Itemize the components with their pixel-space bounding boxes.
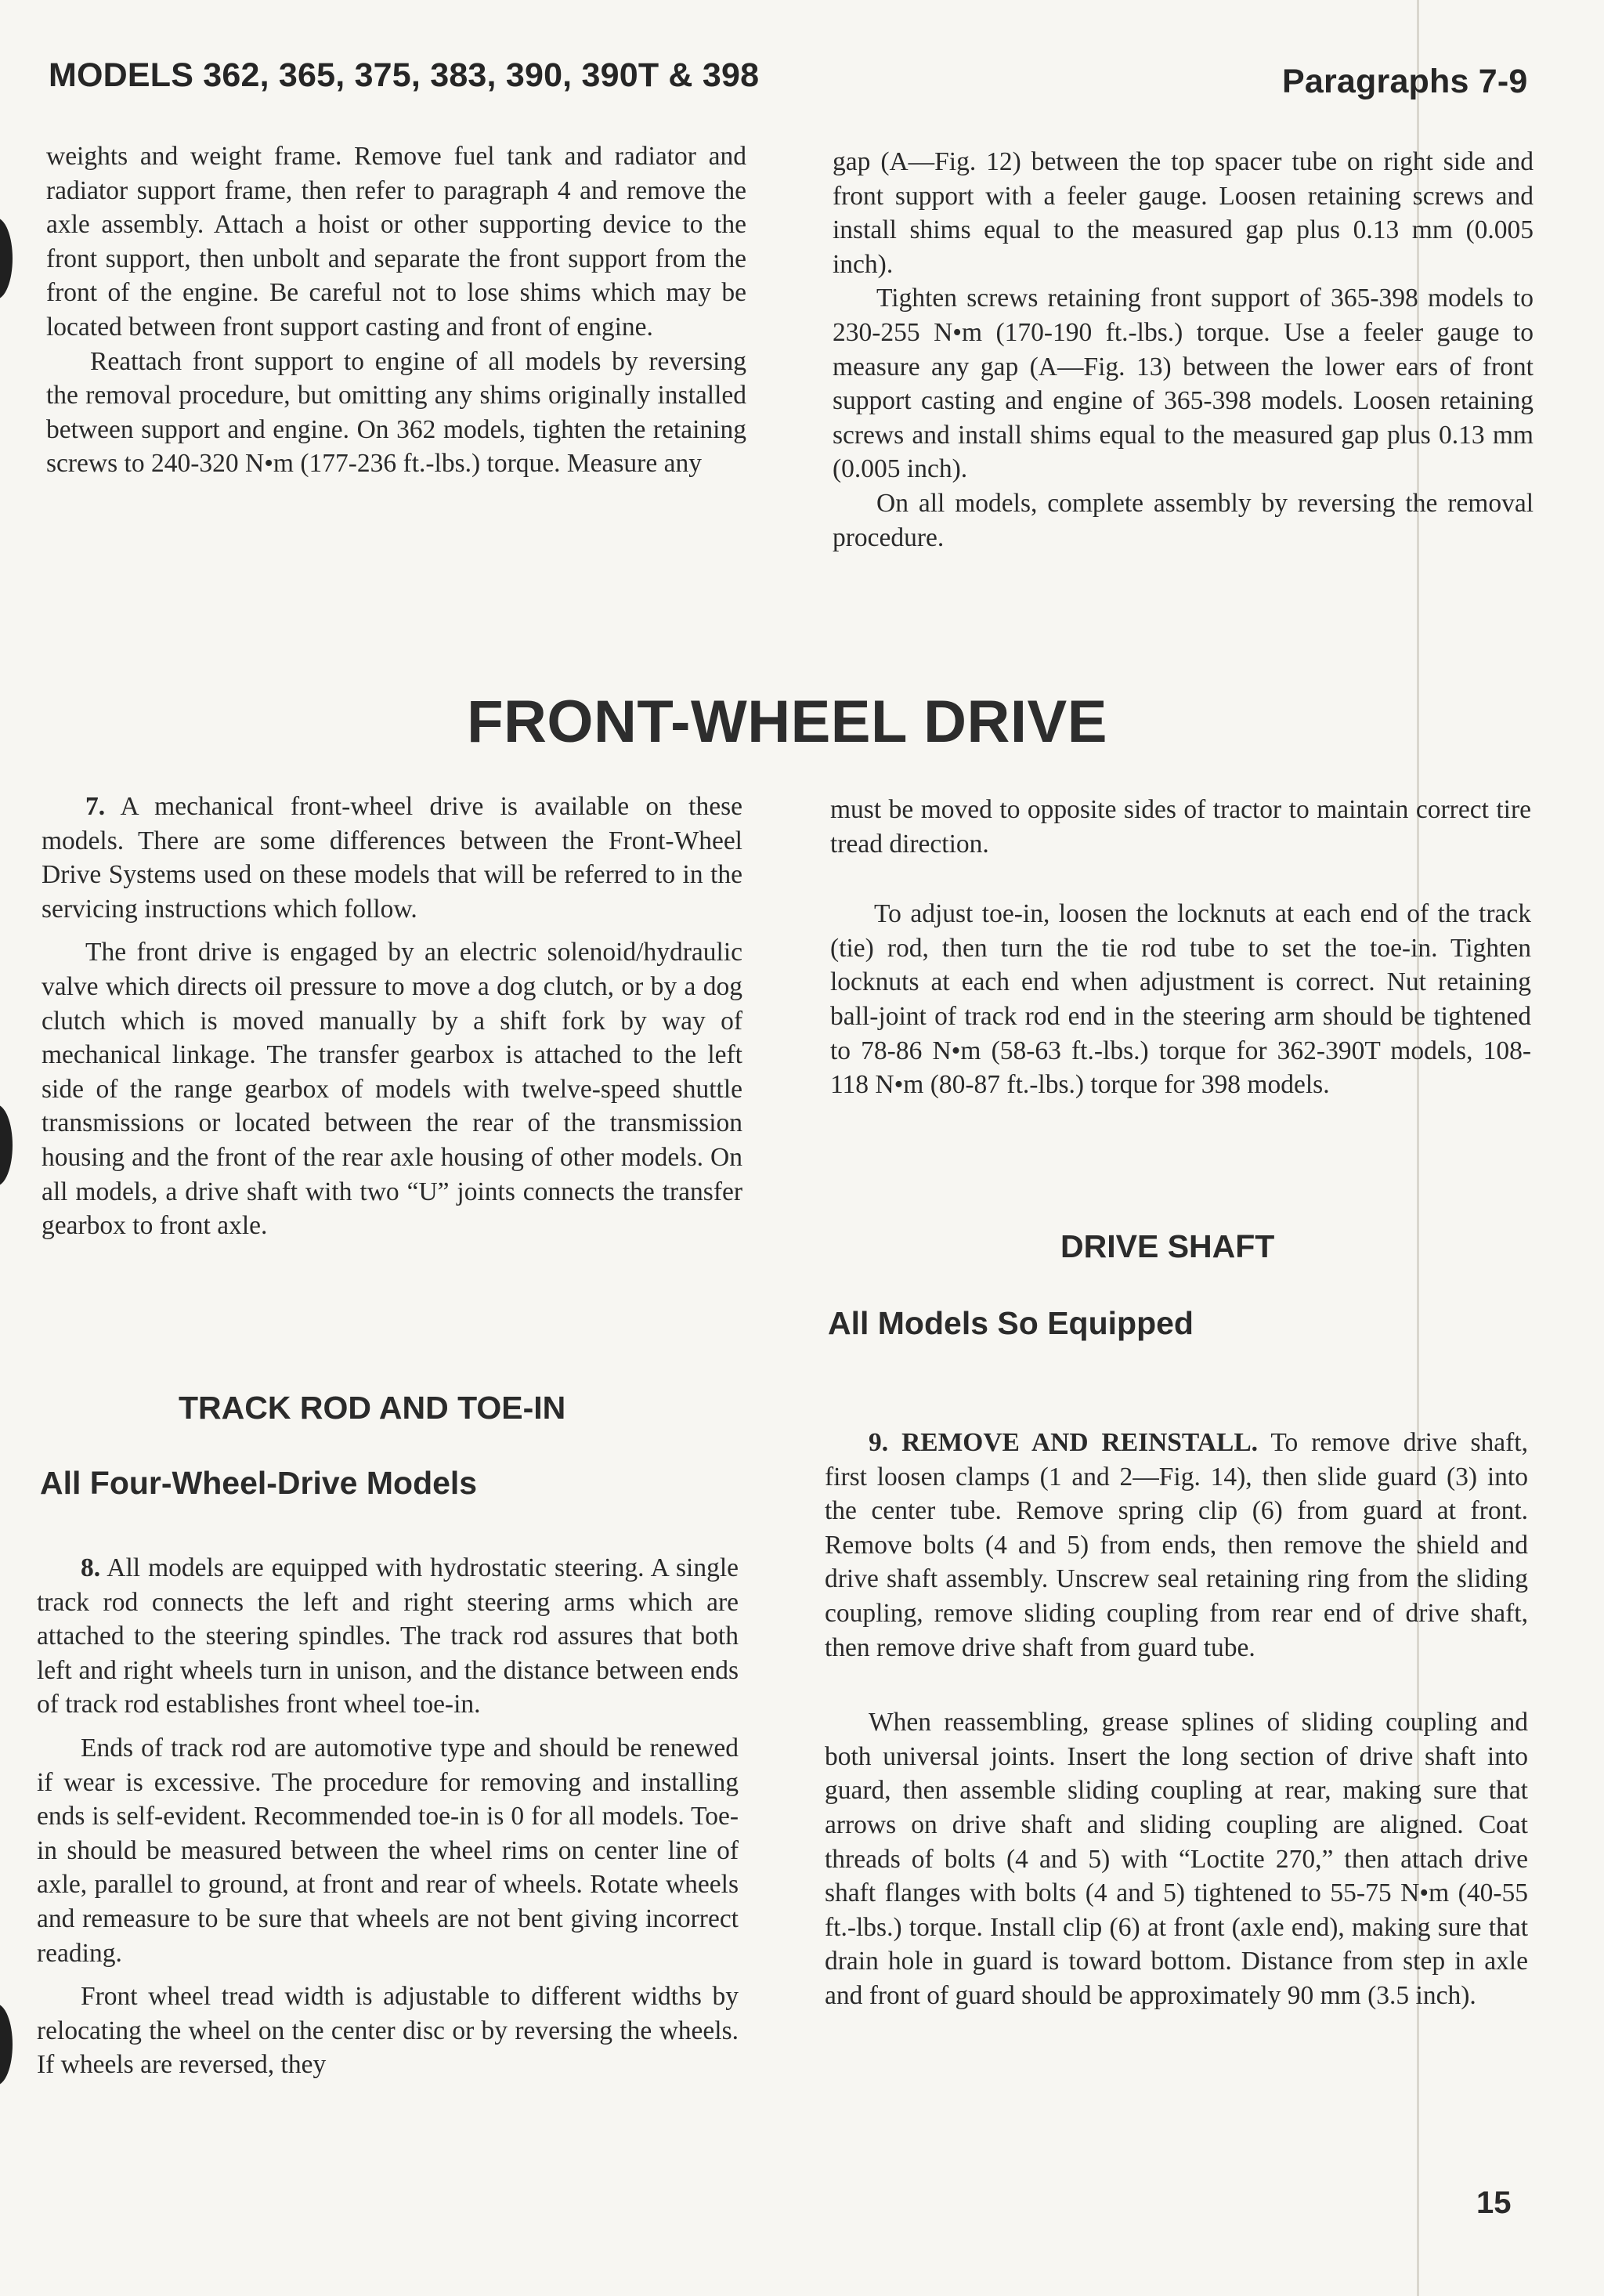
right-column (830, 793, 1531, 1102)
binding-tab-marker (0, 2004, 13, 2085)
running-header-models: MODELS 362, 365, 375, 383, 390, 390T & 398 (49, 56, 760, 94)
paragraph: Tighten screws retaining front support of 365-398 models to 230-255 N•m (170-190 ft.-lbs.) torque. Use a feeler gauge to measure any gap (A—Fig. 13) between the lower ears of front support casting and engine of 365-398 models. Loosen retaining screws and install shims equal to the measured gap plus 0.13 mm (0.005 inch). (833, 284, 1534, 484)
running-header-paragraphs: Paragraphs 7-9 (1282, 63, 1528, 100)
paragraph: must be moved to opposite sides of tractor to maintain correct tire tread direction. (830, 795, 1531, 859)
section-title-front-wheel-drive: FRONT-WHEEL DRIVE (467, 689, 1107, 755)
subheading-all-models: All Models So Equipped (828, 1305, 1194, 1341)
paragraph: When reassembling, grease splines of sliding coupling and both universal joints. Insert the long section of drive shaft into guard, then assemble sliding coupling at rear, making sure that arrows on drive shaft and sliding coupling are aligned. Coat threads of bolts (4 and 5) with “Loctite 270,” then attach drive shaft flanges with bolts (4 and 5) tightened to 55-75 N•m (40-55 ft.-lbs.) torque. Install clip (6) at front (axle end), making sure that drain hole in guard is toward bottom. Distance from step in axle and front of guard should be approximately 90 mm (3.5 inch). (825, 1708, 1528, 2010)
paragraph-number: 8. (81, 1553, 101, 1582)
heading-drive-shaft: DRIVE SHAFT (1060, 1228, 1275, 1264)
paragraph-9 (825, 1426, 1528, 1665)
paragraph: To adjust toe-in, loosen the locknuts at each end of the track (tie) rod, then turn the tie rod tube to set the toe-in. Tighten locknuts at each end when adjustment is correct. Nut retaining ball-joint of track rod end in the steering arm should be tightened to 78-86 N•m (58-63 ft.-lbs.) torque for 362-390T models, 108-118 N•m (80-87 ft.-lbs.) torque for 398 models. (830, 899, 1531, 1100)
paragraph: weights and weight frame. Remove fuel tank and radiator and radiator support frame, then refer to paragraph 4 and remove the axle assembly. Attach a hoist or other supporting device to the front support, then unbolt and separate the front support from the front of the engine. Be careful not to lose shims which may be located between front support casting and front of engine. (46, 142, 746, 342)
top-left-column (46, 139, 746, 481)
paragraph: gap (A—Fig. 12) between the top spacer tube on right side and front support with a feeler gauge. Loosen retaining screws and install shims equal to the measured gap plus 0.13 mm (0.005 inch). (833, 147, 1534, 279)
paragraph: Reattach front support to engine of all models by reversing the removal procedure, but omitting any shims originally installed between support and engine. On 362 models, tighten the retaining screws to 240-320 N•m (177-236 ft.-lbs.) torque. Measure any (46, 346, 746, 479)
binding-tab-marker (0, 218, 13, 299)
paragraph-8 (37, 1551, 739, 1722)
left-column-lower (37, 1551, 739, 2082)
paragraph-text: A mechanical front-wheel drive is available on these models. There are some differences between the Front-Wheel Drive Systems used on these models that will be referred to in the servicing instructions which follow. (42, 792, 742, 924)
paragraph: Front wheel tread width is adjustable to different widths by relocating the wheel on the center disc or by reversing the wheels. If wheels are reversed, they (37, 1982, 739, 2080)
paragraph-7 (42, 790, 742, 926)
paragraph-text: All models are equipped with hydrostatic steering. A single track rod connects the left and right steering arms which are attached to the steering spindles. The track rod assures that both left and right wheels turn in unison, and the distance between ends of track rod establishes front wheel toe-in. (37, 1553, 739, 1719)
left-column (42, 790, 742, 1243)
heading-track-rod: TRACK ROD AND TOE-IN (179, 1390, 566, 1426)
binding-tab-marker (0, 1105, 13, 1186)
paragraph-text: To remove drive shaft, first loosen clamps (1 and 2—Fig. 14), then slide guard (3) into the center tube. Remove spring clip (6) from guard at front. Remove bolts (4 and 5) from ends, then remove the shield and drive shaft assembly. Unscrew seal retaining ring from the sliding coupling, remove sliding coupling from rear end of drive shaft, then remove drive shaft from guard tube. (825, 1428, 1528, 1662)
subheading-all-4wd: All Four-Wheel-Drive Models (40, 1465, 478, 1501)
paragraph-number: 9. REMOVE AND REINSTALL. (869, 1428, 1259, 1457)
paragraph-number: 7. (85, 792, 106, 821)
paragraph: Ends of track rod are automotive type and should be renewed if wear is excessive. The procedure for removing and installing ends is self-evident. Recommended toe-in is 0 for all models. Toe-in should be measured between the wheel rims on center line of axle, parallel to ground, at front and rear of wheels. Rotate wheels and remeasure to be sure that wheels are not bent giving incorrect reading. (37, 1733, 739, 1968)
paragraph: On all models, complete assembly by reversing the removal procedure. (833, 488, 1534, 552)
page-number: 15 (1476, 2186, 1512, 2220)
right-column-lower (825, 1426, 1528, 2013)
top-right-column (833, 145, 1534, 555)
paragraph: The front drive is engaged by an electric solenoid/hydraulic valve which directs oil pressure to move a dog clutch, or by a dog clutch which is moved manually by a shift fork by way of mechanical linkage. The transfer gearbox is attached to the left side of the range gearbox of models with twelve-speed shuttle transmissions or located between the rear of the transmission housing and the front of the rear axle housing of other models. On all models, a drive shaft with two “U” joints connects the transfer gearbox to front axle. (42, 938, 742, 1241)
